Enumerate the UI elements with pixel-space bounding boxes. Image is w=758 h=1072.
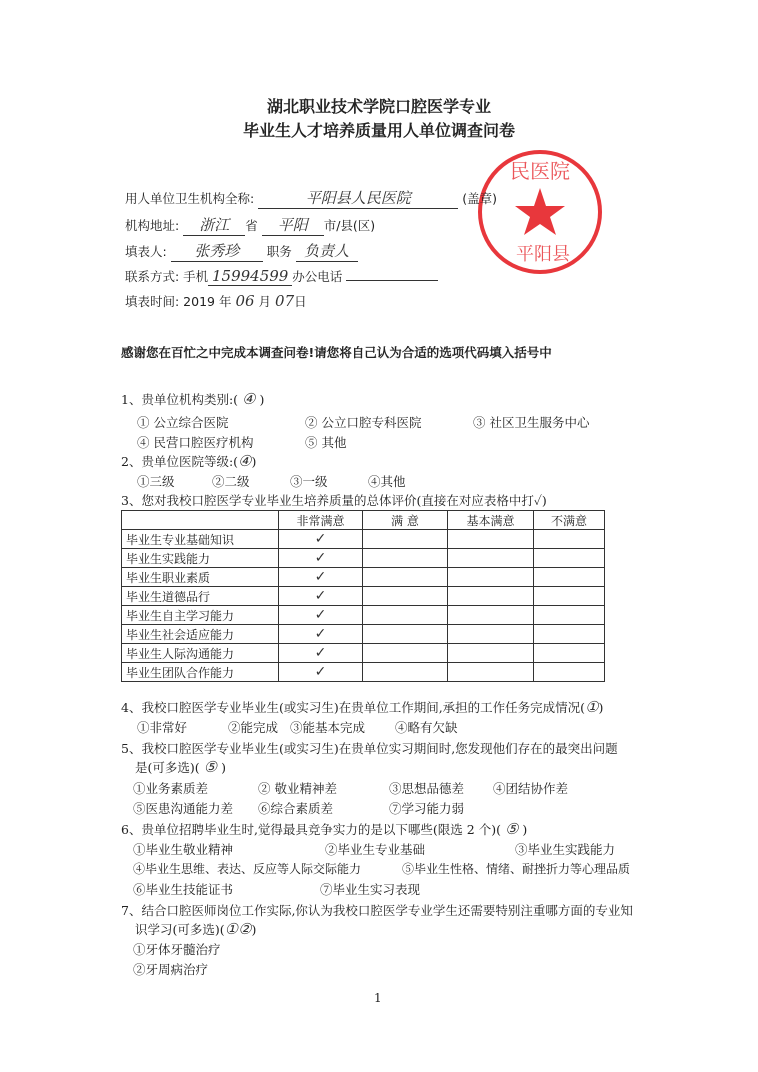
check-mark: ✓	[314, 607, 327, 623]
row-label: 毕业生职业素质	[122, 568, 279, 587]
rating-cell[interactable]	[279, 663, 363, 682]
table-row	[122, 625, 605, 644]
check-mark: ✓	[314, 531, 327, 547]
q2-option: ②二级	[212, 474, 250, 489]
rating-cell[interactable]	[534, 549, 605, 568]
rating-cell[interactable]	[279, 644, 363, 663]
q7-text: 7、结合口腔医师岗位工作实际,你认为我校口腔医学专业学生还需要特别注重哪方面的专业知	[121, 903, 633, 918]
city-label: 市/县(区)	[323, 218, 376, 233]
table-row	[122, 530, 605, 549]
header-cell: 非常满意	[279, 511, 363, 530]
row-label: 毕业生专业基础知识	[122, 530, 279, 549]
q5-option: ①业务素质差	[133, 781, 209, 796]
q2-answer[interactable]: ④	[238, 452, 252, 470]
svg-text:平阳县: 平阳县	[516, 244, 570, 265]
q4-option: ③能基本完成	[290, 720, 366, 735]
q1	[121, 390, 264, 408]
q6-text: 6、贵单位招聘毕业生时,觉得最具竞争实力的是以下哪些(限选 2 个)(	[121, 822, 501, 837]
q6-option: ④毕业生思维、表达、反应等人际交际能力	[133, 862, 362, 876]
q1-close: )	[259, 392, 265, 407]
q5-option: ③思想品德差	[389, 781, 465, 796]
filler-label: 填表人:	[125, 244, 167, 259]
office-phone-field[interactable]	[346, 266, 438, 281]
q7-answer[interactable]: ①②	[224, 920, 252, 938]
row-label: 毕业生道德品行	[122, 587, 279, 606]
row-label: 毕业生团队合作能力	[122, 663, 279, 682]
position-field[interactable]: 负责人	[296, 240, 358, 262]
q4-answer[interactable]: ①	[585, 698, 599, 716]
q4-option: ④略有欠缺	[395, 720, 458, 735]
check-mark: ✓	[314, 588, 327, 604]
rating-cell[interactable]	[363, 606, 448, 625]
day-field[interactable]: 07	[275, 292, 295, 310]
rating-cell[interactable]	[363, 568, 448, 587]
rating-cell[interactable]	[279, 587, 363, 606]
rating-cell[interactable]	[279, 606, 363, 625]
q5-option: ⑦学习能力弱	[389, 801, 465, 816]
q2-option: ①三级	[137, 474, 175, 489]
rating-cell[interactable]	[363, 587, 448, 606]
q5-option: ⑥综合素质差	[258, 801, 334, 816]
org-label: 用人单位卫生机构全称:	[125, 191, 255, 206]
q5-option: ④团结协作差	[493, 781, 569, 796]
header-cell	[122, 511, 279, 530]
q5-answer[interactable]: ⑤	[203, 758, 218, 776]
title-line1: 湖北职业技术学院口腔医学专业	[266, 97, 491, 116]
rating-cell[interactable]	[534, 606, 605, 625]
star-icon	[515, 188, 565, 235]
q2	[121, 452, 256, 470]
rating-cell[interactable]	[534, 530, 605, 549]
date-row	[125, 292, 307, 310]
evaluation-table	[121, 510, 605, 682]
official-seal	[476, 148, 604, 276]
rating-cell[interactable]	[448, 606, 534, 625]
q3-text: 3、您对我校口腔医学专业毕业生培养质量的总体评价(直接在对应表格中打✓)	[121, 493, 547, 508]
table-row	[122, 587, 605, 606]
address-label: 机构地址:	[125, 218, 180, 233]
q1-option: ④ 民营口腔医疗机构	[137, 435, 254, 450]
q6-option: ③毕业生实践能力	[515, 842, 616, 857]
q4-close: )	[598, 700, 604, 715]
month-field[interactable]: 06	[235, 292, 255, 310]
q5-close: )	[221, 760, 226, 775]
day-label: 日	[294, 294, 307, 309]
rating-cell[interactable]	[363, 549, 448, 568]
table-row	[122, 644, 605, 663]
rating-cell[interactable]	[363, 530, 448, 549]
filler-row	[125, 240, 358, 262]
q1-text: 1、贵单位机构类别:(	[121, 392, 239, 407]
q7-option: ②牙周病治疗	[133, 962, 209, 977]
q7-text2: 识学习(可多选)(	[135, 922, 225, 937]
q1-option: ③ 社区卫生服务中心	[473, 415, 590, 430]
org-field[interactable]: 平阳县人民医院	[258, 187, 458, 209]
rating-cell[interactable]	[363, 644, 448, 663]
title-line2: 毕业生人才培养质量用人单位调查问卷	[242, 121, 515, 140]
check-mark: ✓	[314, 626, 327, 642]
table-header	[122, 511, 605, 530]
date-label: 填表时间: 2019 年	[125, 294, 232, 309]
q5-text: 5、我校口腔医学专业毕业生(或实习生)在贵单位实习期间时,您发现他们存在的最突出问题	[121, 741, 618, 756]
q5-text2: 是(可多选)(	[135, 760, 200, 775]
q6-option: ②毕业生专业基础	[325, 842, 426, 857]
q6-option: ①毕业生敬业精神	[133, 842, 234, 857]
rating-cell[interactable]	[279, 568, 363, 587]
q1-option: ② 公立口腔专科医院	[305, 415, 422, 430]
row-label: 毕业生社会适应能力	[122, 625, 279, 644]
address-row	[125, 214, 375, 236]
row-label: 毕业生实践能力	[122, 549, 279, 568]
header-cell: 满 意	[363, 511, 448, 530]
q7-line2	[135, 920, 256, 938]
check-mark: ✓	[314, 569, 327, 585]
rating-cell[interactable]	[279, 530, 363, 549]
q6-close: )	[522, 822, 528, 837]
rating-cell[interactable]	[534, 663, 605, 682]
table-row	[122, 663, 605, 682]
q4-option: ②能完成	[228, 720, 279, 735]
city-field[interactable]: 平阳	[262, 214, 324, 236]
rating-cell[interactable]	[534, 644, 605, 663]
q4-text: 4、我校口腔医学专业毕业生(或实习生)在贵单位工作期间,承担的工作任务完成情况(	[121, 700, 586, 715]
phone-field[interactable]: 15994599	[208, 267, 292, 286]
filler-field[interactable]: 张秀珍	[171, 240, 263, 262]
rating-cell[interactable]	[534, 568, 605, 587]
table-row	[122, 549, 605, 568]
intro-text: 感谢您在百忙之中完成本调查问卷!请您将自己认为合适的选项代码填入括号中	[121, 345, 552, 360]
office-label: 办公电话	[292, 269, 343, 284]
province-field[interactable]: 浙江	[183, 214, 245, 236]
page-number: 1	[374, 991, 382, 1005]
q2-option: ③一级	[290, 474, 328, 489]
q2-option: ④其他	[368, 474, 406, 489]
header-cell: 基本满意	[448, 511, 534, 530]
table-row	[122, 568, 605, 587]
seal-label: (盖章)	[462, 191, 497, 206]
month-label: 月	[258, 294, 272, 309]
q5-option: ② 敬业精神差	[258, 781, 337, 796]
q6-answer[interactable]: ⑤	[504, 820, 519, 838]
rating-cell[interactable]	[534, 587, 605, 606]
check-mark: ✓	[314, 664, 327, 680]
rating-cell[interactable]	[279, 625, 363, 644]
q7-option: ①牙体牙髓治疗	[133, 942, 221, 957]
row-label: 毕业生自主学习能力	[122, 606, 279, 625]
q2-text: 2、贵单位医院等级:(	[121, 454, 239, 469]
rating-cell[interactable]	[448, 644, 534, 663]
q5-option: ⑤医患沟通能力差	[133, 801, 234, 816]
row-label: 毕业生人际沟通能力	[122, 644, 279, 663]
table-row	[122, 606, 605, 625]
rating-cell[interactable]	[363, 625, 448, 644]
rating-cell[interactable]	[448, 568, 534, 587]
check-mark: ✓	[314, 645, 327, 661]
rating-cell[interactable]	[279, 549, 363, 568]
q1-option: ⑤ 其他	[305, 435, 347, 450]
rating-cell[interactable]	[448, 663, 534, 682]
rating-cell[interactable]	[363, 663, 448, 682]
q7-close: )	[251, 922, 257, 937]
rating-cell[interactable]	[448, 625, 534, 644]
q5-line2	[135, 758, 226, 776]
q6	[121, 820, 527, 838]
province-label: 省	[245, 218, 258, 233]
rating-cell[interactable]	[448, 587, 534, 606]
check-mark: ✓	[314, 550, 327, 566]
contact-label: 联系方式: 手机	[125, 269, 209, 284]
rating-cell[interactable]	[448, 549, 534, 568]
rating-cell[interactable]	[448, 530, 534, 549]
q6-option: ⑤毕业生性格、情绪、耐挫折力等心理品质	[402, 862, 631, 876]
svg-text:民医院: 民医院	[510, 159, 570, 183]
org-row	[125, 187, 497, 209]
contact-row	[125, 266, 438, 286]
q6-option: ⑦毕业生实习表现	[320, 882, 421, 897]
q2-close: )	[251, 454, 257, 469]
q6-option: ⑥毕业生技能证书	[133, 882, 234, 897]
q1-option: ① 公立综合医院	[137, 415, 229, 430]
position-label: 职务	[266, 244, 292, 259]
header-cell: 不满意	[534, 511, 605, 530]
q4	[121, 698, 603, 716]
q1-answer[interactable]: ④	[242, 390, 256, 408]
q4-option: ①非常好	[137, 720, 188, 735]
rating-cell[interactable]	[534, 625, 605, 644]
